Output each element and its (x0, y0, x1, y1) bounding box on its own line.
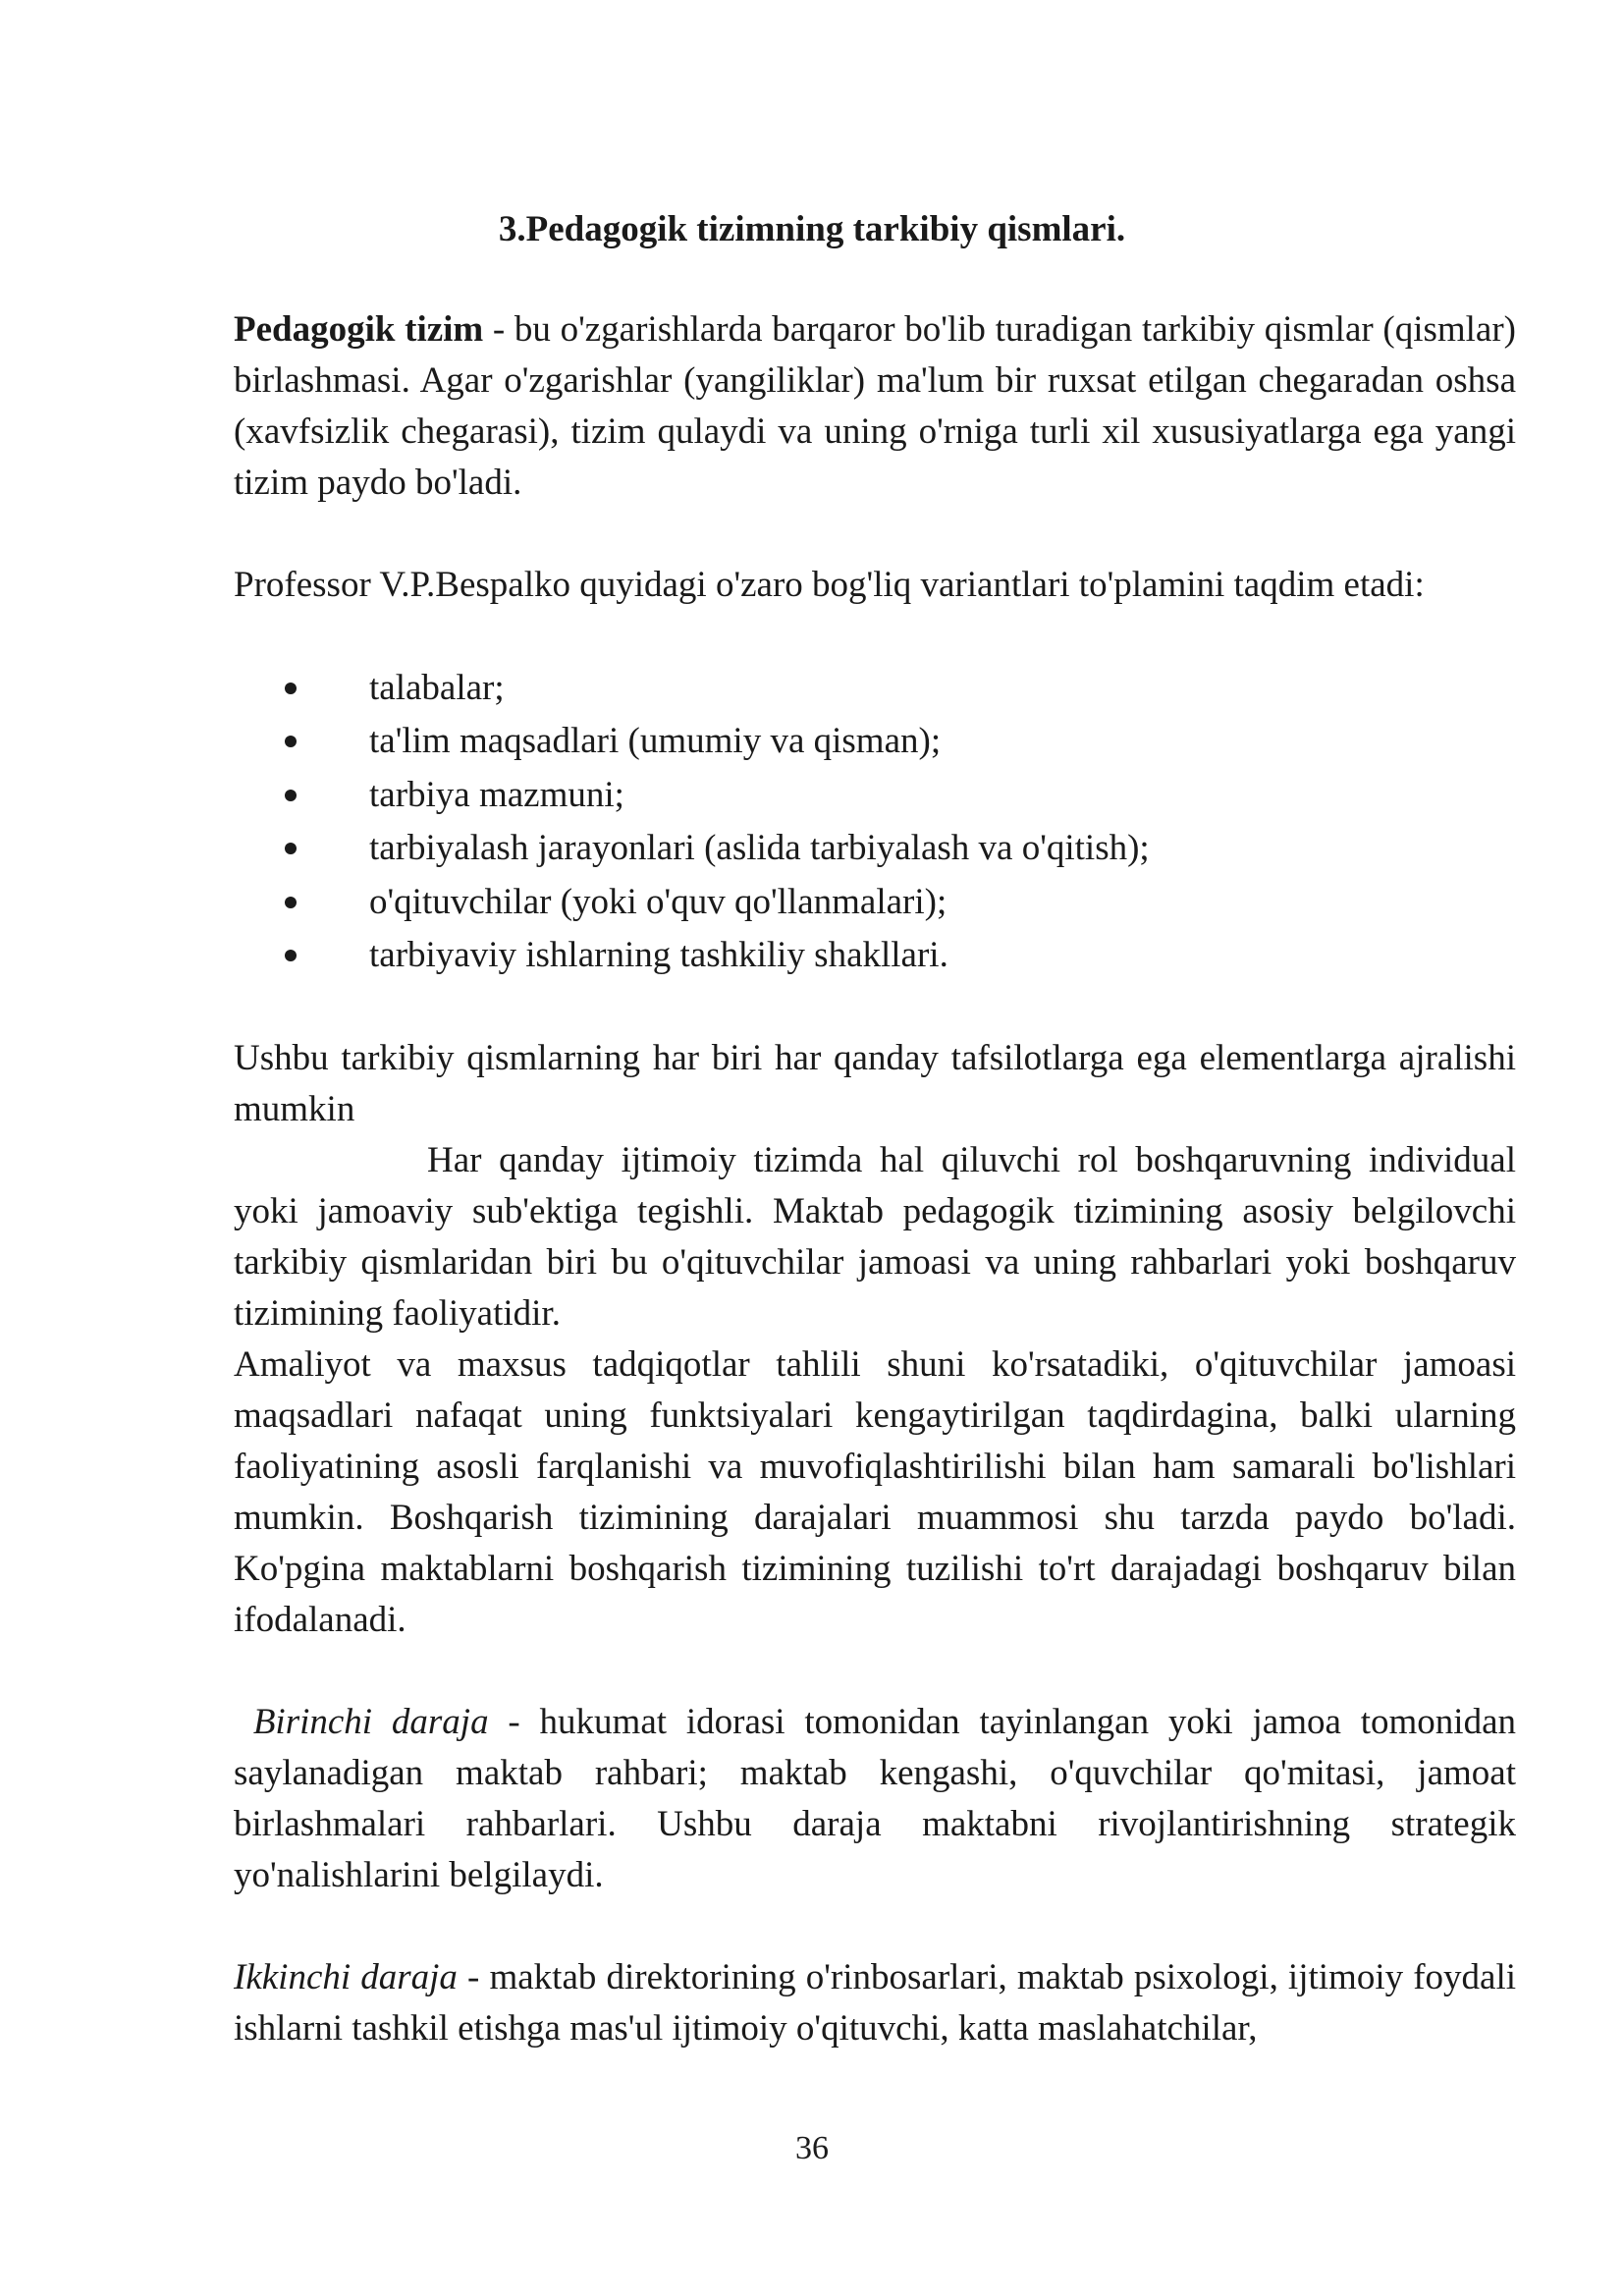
list-item: o'qituvchilar (yoki o'quv qo'llanmalari); (234, 876, 1516, 929)
page-number: 36 (795, 2130, 829, 2166)
management-paragraph (234, 1135, 1516, 1339)
bullet-icon (285, 790, 297, 801)
second-level-text: - maktab direktorining o'rinbosarlari, maktab psixologi, ijtimoiy foydali ishlarni tashkil etishga mas'ul ijtimoiy o'qituvchi, katta maslahatchilar, (234, 1957, 1517, 2049)
list-item: talabalar; (234, 662, 1516, 715)
analysis-paragraph: Amaliyot va maxsus tadqiqotlar tahlili shuni ko'rsatadiki, o'qituvchilar jamoasi maqsadlari nafaqat uning funktsiyalari kengaytirilgan taqdirdagina, balki ularning faoliyatining asosli farqlanishi va muvofiqlashtirilishi bilan ham samarali bo'lishlari mumkin. Boshqarish tizimining darajalari muammosi shu tarzda paydo bo'ladi. Ko'pgina maktablarni boshqarish tizimining tuzilishi to'rt darajadagi boshqaruv bilan ifodalanadi. (234, 1344, 1516, 1640)
first-level-text: - hukumat idorasi tomonidan tayinlangan yoki jamoa tomonidan saylanadigan maktab rahbari; maktab kengashi, o'quvchilar qo'mitasi, jamoat birlashmalari rahbarlari. Ushbu daraja maktabni rivojlantirishning strategik yo'nalishlarini belgilaydi. (234, 1702, 1516, 1895)
list-item: tarbiyalash jarayonlari (aslida tarbiyalash va o'qitish); (234, 822, 1516, 875)
definition-term: Pedagogik tizim (234, 309, 484, 350)
definition-paragraph (234, 304, 1516, 509)
intro-paragraph: Professor V.P.Bespalko quyidagi o'zaro bog'liq variantlari to'plamini taqdim etadi: (234, 565, 1425, 605)
list-item: tarbiyaviy ishlarning tashkiliy shakllari. (234, 929, 1516, 982)
bullet-icon (285, 950, 297, 961)
second-level-term: Ikkinchi daraja (234, 1957, 458, 1997)
first-level-paragraph (234, 1697, 1516, 1901)
first-level-term: Birinchi daraja (252, 1702, 489, 1742)
list-item: tarbiya mazmuni; (234, 769, 1516, 822)
components-list (234, 662, 1516, 982)
bullet-icon (285, 897, 297, 908)
list-item: ta'lim maqsadlari (umumiy va qisman); (234, 715, 1516, 768)
management-text: Har qanday ijtimoiy tizimda hal qiluvchi rol boshqaruvning individual yoki jamoaviy sub'ektiga tegishli. Maktab pedagogik tizimining asosiy belgilovchi tarkibiy qismlaridan biri bu o'qituvchilar jamoasi va uning rahbarlari yoki boshqaruv tizimining faoliyatidir. (234, 1140, 1516, 1334)
elements-paragraph: Ushbu tarkibiy qismlarning har biri har qanday tafsilotlarga ega elementlarga ajralishi mumkin (234, 1038, 1516, 1129)
second-level-paragraph (234, 1952, 1516, 2054)
definition-text: - bu o'zgarishlarda barqaror bo'lib turadigan tarkibiy qismlar (qismlar) birlashmasi. Agar o'zgarishlar (yangiliklar) ma'lum bir ruxsat etilgan chegaradan oshsa (xavfsizlik chegarasi), tizim qulaydi va uning o'rniga turli xil xususiyatlarga ega yangi tizim paydo bo'ladi. (234, 309, 1516, 503)
bullet-icon (285, 683, 297, 694)
bullet-icon (285, 843, 297, 854)
bullet-icon (285, 736, 297, 747)
section-heading: 3.Pedagogik tizimning tarkibiy qismlari. (498, 209, 1126, 249)
